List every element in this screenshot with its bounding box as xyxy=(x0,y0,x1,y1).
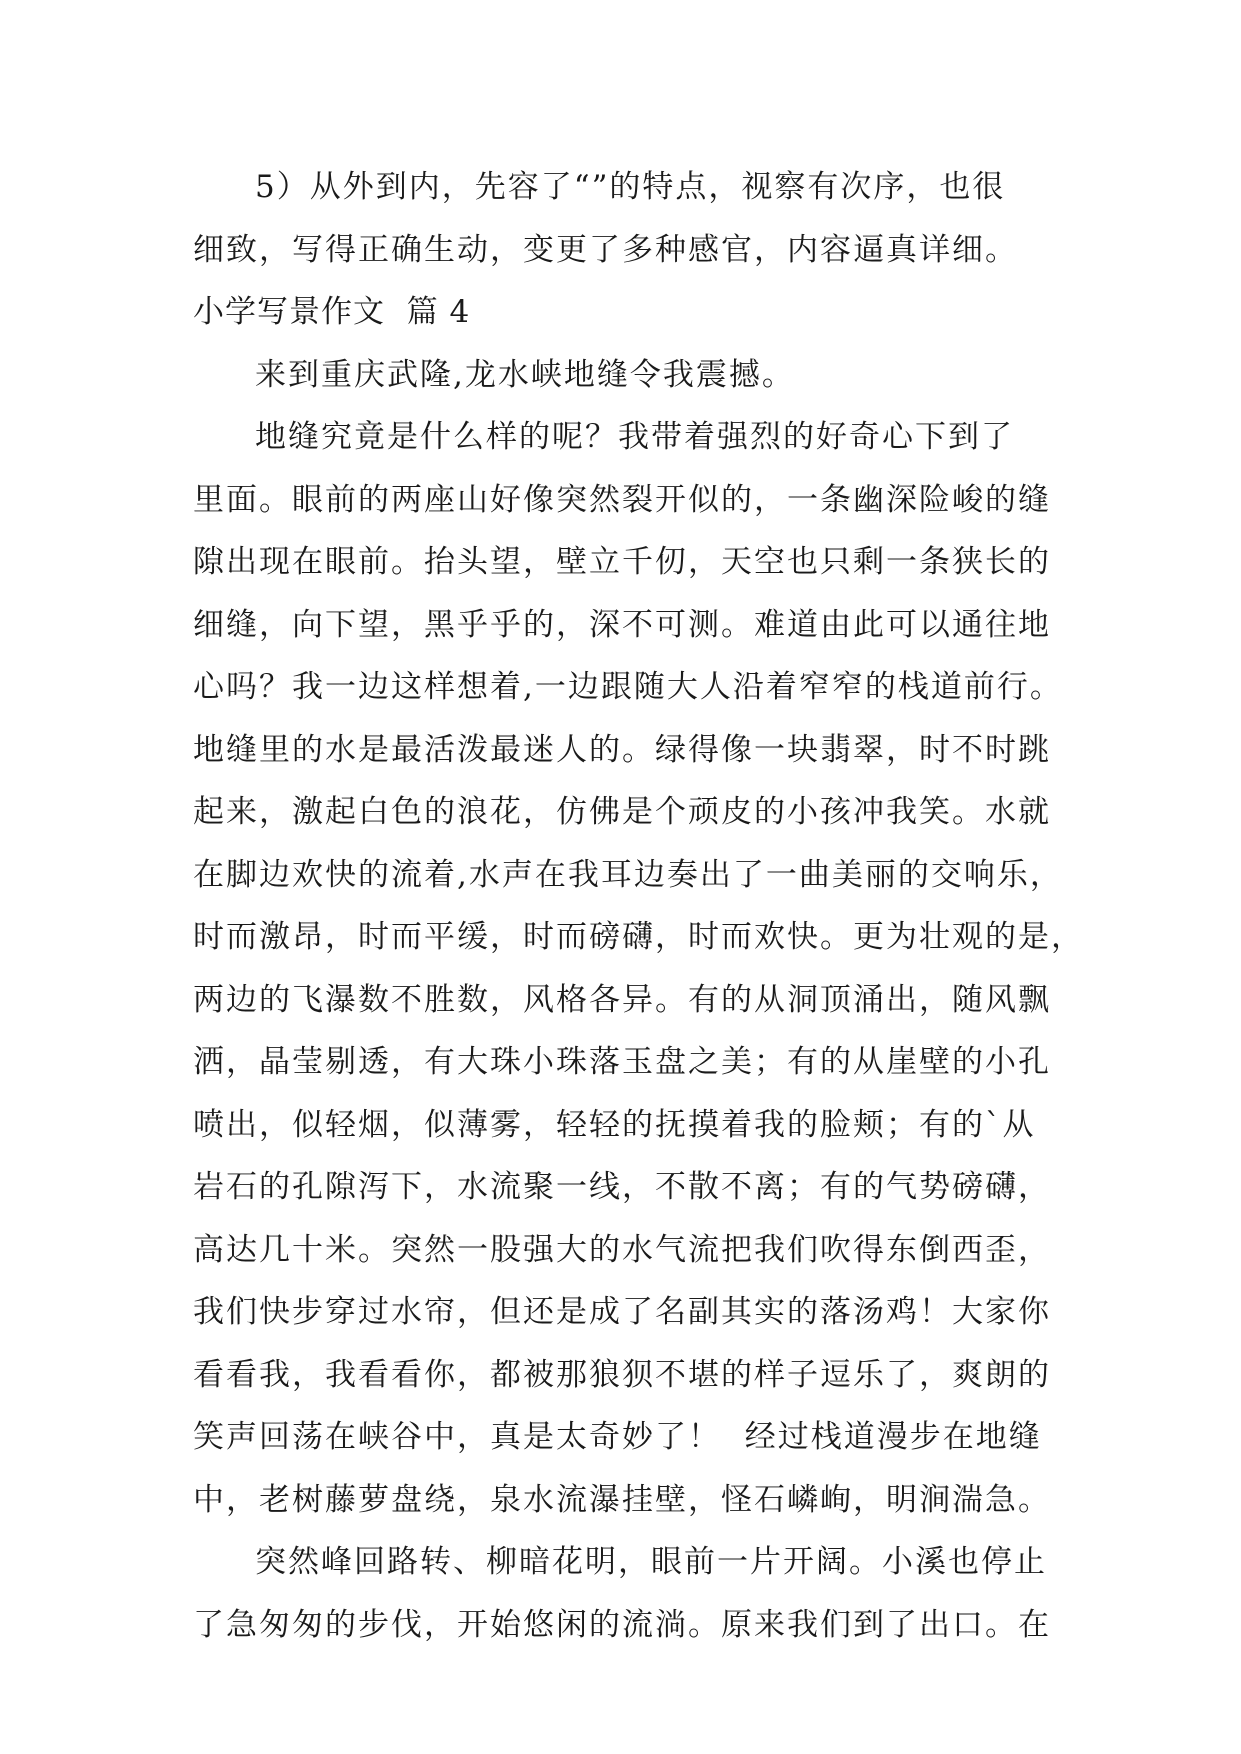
paragraph-line: 突然峰回路转、柳暗花明，眼前一片开阔。小溪也停止 xyxy=(255,1544,1047,1580)
paragraph-line: 看看我，我看看你，都被那狼狈不堪的样子逗乐了，爽朗的 xyxy=(193,1356,1051,1393)
paragraph-line: 岩石的孔隙泻下，水流聚一线，不散不离；有的气势磅礴， xyxy=(193,1169,1051,1205)
paragraph-line: 两边的飞瀑数不胜数，风格各异。有的从洞顶涌出，随风飘 xyxy=(193,981,1051,1018)
paragraph-line: 心吗？我一边这样想着,一边跟随大人沿着窄窄的栈道前行。 xyxy=(193,669,1063,705)
paragraph-line: 洒，晶莹剔透，有大珠小珠落玉盘之美；有的从崖壁的小孔 xyxy=(193,1044,1051,1080)
paragraph-line: 5）从外到内，先容了“”的特点，视察有次序，也很 xyxy=(255,169,1006,205)
paragraph-line: 了急匆匆的步伐，开始悠闲的流淌。原来我们到了出口。在 xyxy=(193,1606,1051,1643)
paragraph-line: 在脚边欢快的流着,水声在我耳边奏出了一曲美丽的交响乐， xyxy=(193,856,1063,893)
paragraph-line: 我们快步穿过水帘，但还是成了名副其实的落汤鸡！大家你 xyxy=(193,1294,1051,1330)
paragraph-line: 高达几十米。突然一股强大的水气流把我们吹得东倒西歪， xyxy=(193,1231,1051,1268)
paragraph-line: 地缝里的水是最活泼最迷人的。绿得像一块翡翠，时不时跳 xyxy=(193,731,1051,768)
paragraph-line: 地缝究竟是什么样的呢？我带着强烈的好奇心下到了 xyxy=(255,419,1014,455)
paragraph-line: 来到重庆武隆,龙水峡地缝令我震撼。 xyxy=(255,356,795,393)
paragraph-line: 细缝，向下望，黑乎乎的，深不可测。难道由此可以通往地 xyxy=(193,606,1051,643)
paragraph-line: 喷出，似轻烟，似薄雾，轻轻的抚摸着我的脸颊；有的`从 xyxy=(193,1106,1036,1143)
document-body xyxy=(193,156,1084,1656)
paragraph-line: 隙出现在眼前。抬头望，壁立千仞，天空也只剩一条狭长的 xyxy=(193,544,1051,580)
paragraph-line: 中，老树藤萝盘绕，泉水流瀑挂壁，怪石嶙峋，明涧湍急。 xyxy=(193,1481,1051,1518)
paragraph-line: 细致，写得正确生动，变更了多种感官，内容逼真详细。 xyxy=(193,231,1018,268)
paragraph-line: 时而激昂，时而平缓，时而磅礴，时而欢快。更为壮观的是， xyxy=(193,919,1084,955)
paragraph-line: 里面。眼前的两座山好像突然裂开似的，一条幽深险峻的缝 xyxy=(193,481,1051,518)
section-heading: 小学写景作文 篇 4 xyxy=(193,294,471,330)
paragraph-line: 笑声回荡在峡谷中，真是太奇妙了！ 经过栈道漫步在地缝 xyxy=(193,1419,1042,1455)
paragraph-line: 起来，激起白色的浪花，仿佛是个顽皮的小孩冲我笑。水就 xyxy=(193,794,1051,830)
